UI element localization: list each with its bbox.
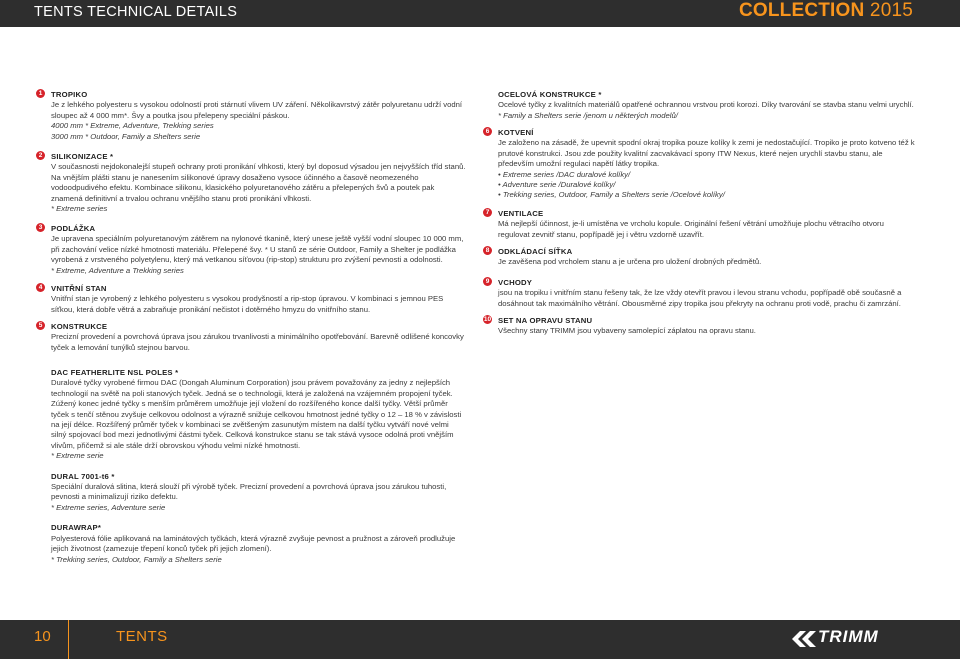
item-silikonizace [36,152,466,216]
sub-dac-poles [36,368,466,462]
header-collection [739,0,913,22]
sub-title: DURAWRAP* [51,523,102,533]
header-bar [0,0,960,27]
page-number: 10 [34,628,51,645]
item-title: ODKLÁDACÍ SÍŤKA [498,247,573,256]
item-odkladaci-sitka [483,247,915,269]
sub-title: DURAL 7001-t6 * [51,471,115,481]
item-text: Je založeno na zásadě, že upevnit spodní okraj tropika pouze kolíky k zemi je nedostačující. Tropiko je proto kotveno též k prutové konstrukci. Jsou zde použity kvalitní zacvakávací spony ITW Nexus, které nejen urychlí stavbu stanu, ale především umožní regulaci napětí látky tropika. [498,138,915,169]
item-number-badge: 6 [483,127,492,136]
item-ocelova-konstrukce [483,90,915,123]
item-note: • Extreme series /DAC duralové kolíky/ [498,169,631,179]
item-number-badge: 2 [36,151,45,160]
item-number-badge: 10 [483,316,492,323]
item-number-badge: 3 [36,223,45,232]
item-title: PODLÁŽKA [51,224,96,233]
item-text: jsou na tropiku i vnitřním stanu řešeny tak, že lze vždy otevřít pravou i levou stranu vchodu, popřípadě obě současně a dosáhnout tak maximálního větrání. Obousměrné zipy tropika jsou překryty na ochranu proti vodě, prachu či zamrzání. [498,288,902,308]
collection-label: COLLECTION [738,0,865,21]
sub-note: * Trekking series, Outdoor, Family a Shelters serie [51,554,222,564]
item-title: KONSTRUKCE [51,322,108,331]
footer-bar [0,620,960,659]
item-ventilace [483,209,915,241]
item-note: * Extreme, Adventure a Trekking series [51,265,184,275]
item-title: SET NA OPRAVU STANU [498,316,593,325]
right-column [483,90,915,338]
left-column [36,90,466,565]
item-title: OCELOVÁ KONSTRUKCE * [498,90,602,99]
item-text: V současnosti nejdokonalejší stupeň ochrany proti pronikání vlhkosti, který byl doposud výsadou jen nejvyšších tříd stanů. Na vnějším plášti stanu je nanesením silikonové úpravy dosaženo vysoce účinného a časově neomezeného vodoodpudivého efektu. Kombinace silikonu, klasického polyuretanového zátěru a přelepených švů a poutek pak znamená definitivní a trvalou ochranu vnějšího stanu proti pronikání vlhkosti. [51,162,466,203]
item-tropiko [36,90,466,146]
section-name: TENTS [116,628,168,645]
item-number-badge: 7 [483,208,492,217]
item-note: 3000 mm * Outdoor, Family a Shelters serie [51,131,201,141]
brand-name: TRIMM [818,627,879,646]
item-konstrukce [36,322,466,354]
item-number-badge: 4 [36,283,45,292]
item-set-na-opravu [483,316,915,338]
item-number-badge: 1 [36,89,45,98]
header-title: TENTS TECHNICAL DETAILS [34,4,238,20]
item-text: Všechny stany TRIMM jsou vybaveny samolepící záplatou na opravu stanu. [498,326,756,336]
item-text: Má nejlepší účinnost, je-li umístěna ve vrcholu kopule. Originální řešení větrání umožňuje plochu větracího otvoru regulovat zevnitř stanu, popřípadě jej i větru vzdorně uzavřít. [498,219,884,239]
sub-dural [36,472,466,514]
sub-durawrap [36,523,466,565]
item-number-badge: 8 [483,246,492,255]
item-podlazka [36,224,466,276]
item-title: VENTILACE [498,209,544,218]
item-title: VCHODY [498,278,533,287]
item-title: TROPIKO [51,90,88,99]
sub-text: Speciální duralová slitina, která slouží při výrobě tyček. Precizní provedení a povrchová úprava jsou zárukou tuhosti, pevnosti a minimalizují riziko defektu. [51,482,447,502]
item-note: * Extreme series [51,204,108,214]
sub-note: * Extreme series, Adventure serie [51,502,166,512]
item-title: KOTVENÍ [498,128,534,137]
item-note: 4000 mm * Extreme, Adventure, Trekking series [51,121,214,131]
item-text: Ocelové tyčky z kvalitních materiálů opatřené ochrannou vrstvou proti korozi. Díky tvarování se stavba stanu velmi urychlí. [498,100,914,110]
item-note: * Family a Shelters serie /jenom u některých modelů/ [498,110,678,120]
item-number-badge: 9 [483,277,492,286]
item-vchody [483,278,915,310]
item-text: Vnitřní stan je vyrobený z lehkého polyesteru s vysokou prodyšností a rip-stop úpravou. V kombinaci s jemnou PES síťkou, která dobře větrá a zabraňuje pronikání nečistot i dotěrného hmyzu do vnitřního stanu. [51,294,444,314]
item-note: • Adventure serie /Duralové kolíky/ [498,180,616,190]
item-text: Je upravena speciálním polyuretanovým zátěrem na nylonové tkanině, který unese ještě vyšší vodní sloupec 10 000 mm, při zachování velice nízké hmotnosti materiálu. Přelepené švy. * U stanů ze série Outdoor, Family a Shelter je podlážka vyrobená z vrstveného polyetylenu, který má vetkanou síťovou (rip-stop) strukturu pro zvýšení pevnosti a odolnosti. [51,234,464,265]
sub-text: Polyesterová fólie aplikovaná na laminátových tyčkách, která výrazně zvyšuje pevnost a pružnost a zároveň prodlužuje jejich životnost (zamezuje třepení konců tyček při jejich zlomení). [51,533,456,554]
item-vnitrni-stan [36,284,466,315]
item-text: Precizní provedení a povrchová úprava jsou zárukou trvanlivosti a minimálního opotřebování. Barevně odlišené koncovky tyček a lemování tunýlků stejnou barvou. [51,332,464,352]
item-number-badge: 5 [36,321,45,330]
item-kotveni [483,128,915,202]
sub-title: DAC FEATHERLITE NSL POLES * [51,368,179,377]
item-title: VNITŘNÍ STAN [51,284,107,293]
sub-note: * Extreme serie [51,451,104,461]
footer-divider [68,620,69,659]
item-note: • Trekking series, Outdoor, Family a Shelters serie /Ocelové kolíky/ [498,190,725,200]
item-text: Je z lehkého polyesteru s vysokou odolností proti stárnutí vlivem UV záření. Několikavrstvý zátěr polyuretanu udrží vodní sloupec až 4 000 mm*. Švy a poutka jsou přelepeny speciální páskou. [51,100,463,120]
item-title: SILIKONIZACE * [51,152,114,161]
item-text: Je zavěšena pod vrcholem stanu a je určena pro uložení drobných předmětů. [498,257,762,267]
collection-year: 2015 [869,0,913,21]
sub-text: Duralové tyčky vyrobené firmou DAC (Dongah Aluminum Corporation) jsou právem považovány za jedny z nejlepších technologií na světě na poli stanových tyček. Jedná se o technologii, která je založená na vzájemném propojení tyček. Zúžený konec jedné tyčky s menším průměrem umožňuje její vložení do rozšířeného konce další tyčky. Větší průměr tyček s tenčí stěnou zvyšuje celkovou odolnost a výrazně snižuje celkovou hmotnost jedné tyčky o 12 – 18 % v závislosti na její délce. Rozšířený průměr tyček v kombinaci se zvětšeným zasunutým místem na další tyčku vytváří nové velmi silný spojovací bod mezi jednotlivými částmi tyček. Celková konstrukce stanu se tak stává vysoce odolná proti vnějším vlivům, přičemž si ale stále drží obrovskou výhodu velmi nízké hmotnosti. [51,378,462,450]
